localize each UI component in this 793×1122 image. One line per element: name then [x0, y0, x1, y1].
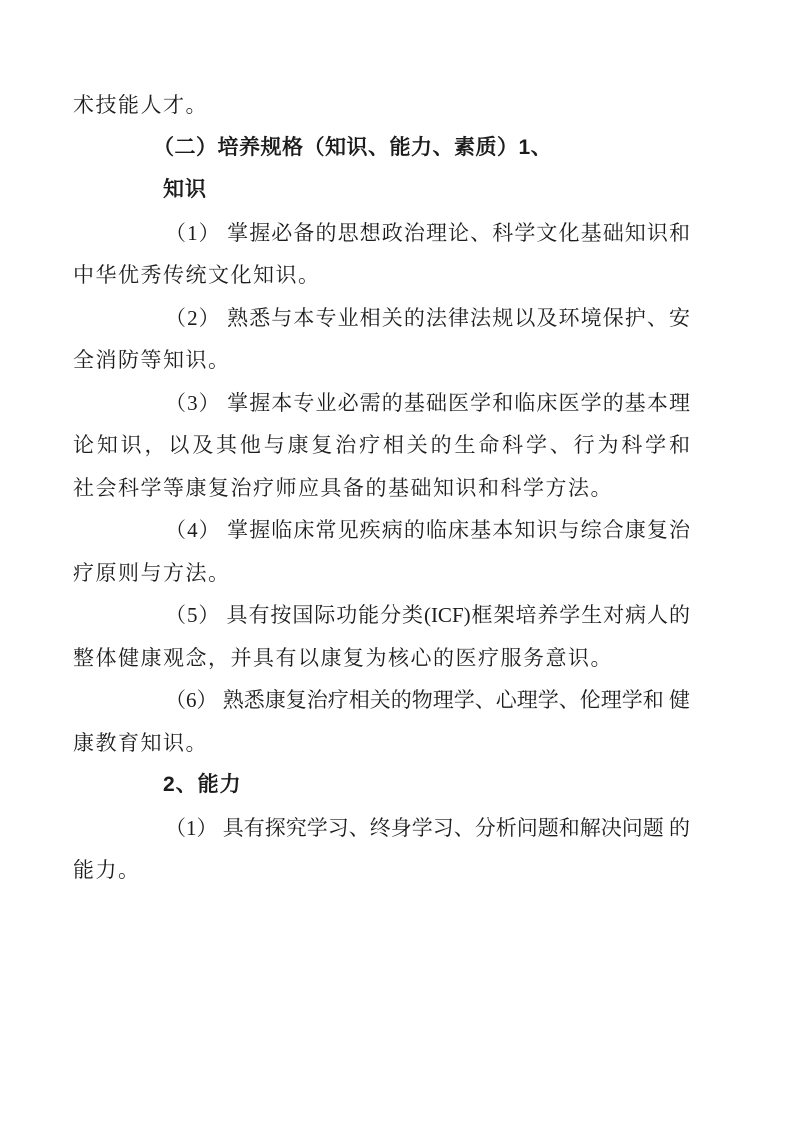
text-line: （2） 熟悉与本专业相关的法律法规以及环境保护、安 [165, 305, 690, 330]
text-line: （3） 掌握本专业必需的基础医学和临床医学的基本理 [165, 390, 690, 415]
text-line: （1） 掌握必备的思想政治理论、科学文化基础知识和 [165, 220, 690, 245]
text-line: （1） 具有探究学习、终身学习、分析问题和解决问题 的 [165, 815, 690, 840]
heading-line: 知识 [163, 178, 207, 201]
text-line: 能力。 [73, 858, 141, 882]
text-line: 全消防等知识。 [73, 348, 231, 372]
text-line: 康教育知识。 [73, 730, 208, 755]
text-line: （5） 具有按国际功能分类(ICF)框架培养学生对病人的 [165, 603, 690, 627]
text-line: 论知识，以及其他与康复治疗相关的生命科学、行为科学和 [73, 433, 690, 457]
text-line: 疗原则与方法。 [73, 560, 231, 585]
text-line: （4） 掌握临床常见疾病的临床基本知识与综合康复治 [165, 518, 690, 542]
text-line: 中华优秀传统文化知识。 [73, 263, 321, 287]
heading-line: （二）培养规格（知识、能力、素质）1、 [153, 135, 553, 159]
text-line: 社会科学等康复治疗师应具备的基础知识和科学方法。 [73, 475, 613, 500]
text-line: （6） 熟悉康复治疗相关的物理学、心理学、伦理学和 健 [165, 688, 690, 712]
text-line: 术技能人才。 [73, 93, 208, 117]
text-line: 整体健康观念，并具有以康复为核心的医疗服务意识。 [73, 645, 613, 670]
document-text-block [73, 84, 690, 892]
heading-line: 2、能力 [163, 773, 242, 796]
